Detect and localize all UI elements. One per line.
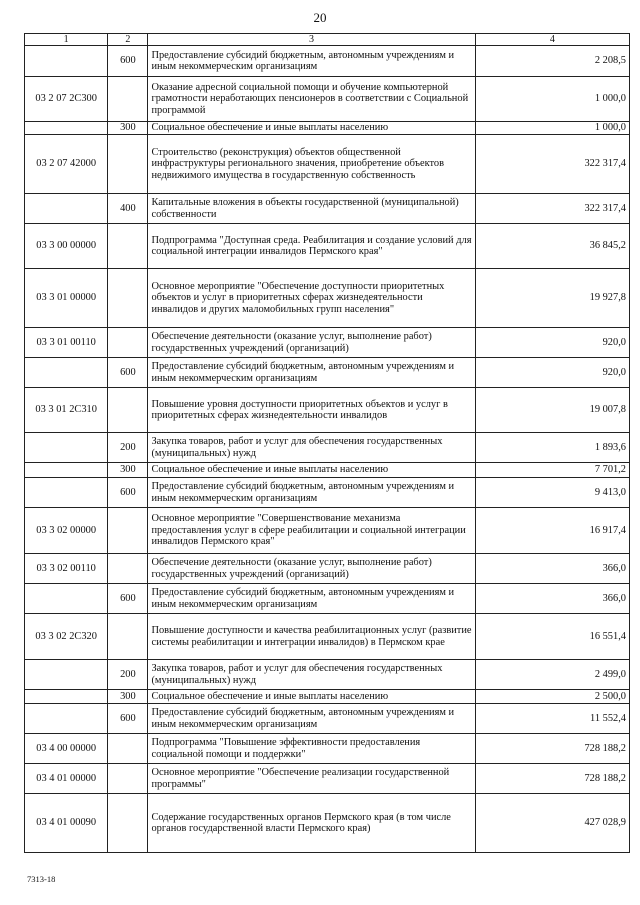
row-expense-type	[108, 77, 148, 122]
row-code: 03 4 01 00000	[25, 764, 108, 794]
row-code	[25, 46, 108, 77]
table-row	[25, 388, 630, 433]
row-expense-type	[108, 554, 148, 584]
row-expense-type: 300	[108, 463, 148, 478]
row-expense-type: 200	[108, 660, 148, 690]
row-name: Закупка товаров, работ и услуг для обеспечения государственных (муниципальных) нужд	[148, 433, 475, 463]
table-row	[25, 614, 630, 660]
row-amount: 920,0	[475, 328, 629, 358]
row-name: Повышение уровня доступности приоритетных объектов и услуг в приоритетных сферах жизнедеятельности инвалидов	[148, 388, 475, 433]
row-code	[25, 478, 108, 508]
row-name: Социальное обеспечение и иные выплаты населению	[148, 463, 475, 478]
row-name: Основное мероприятие "Совершенствование механизма предоставления услуг в сфере реабилитации и социальной интеграции инвалидов Пермского края"	[148, 508, 475, 554]
row-name: Предоставление субсидий бюджетным, автономным учреждениям и иным некоммерческим организациям	[148, 478, 475, 508]
row-expense-type	[108, 794, 148, 853]
table-row	[25, 554, 630, 584]
row-name: Содержание государственных органов Пермского края (в том числе органов государственной власти Пермского края)	[148, 794, 475, 853]
row-amount: 427 028,9	[475, 794, 629, 853]
row-name: Социальное обеспечение и иные выплаты населению	[148, 122, 475, 135]
table-row	[25, 794, 630, 853]
row-name: Предоставление субсидий бюджетным, автономным учреждениям и иным некоммерческим организациям	[148, 704, 475, 734]
table-row	[25, 478, 630, 508]
row-amount: 1 000,0	[475, 77, 629, 122]
row-amount: 16 551,4	[475, 614, 629, 660]
row-code: 03 2 07 2С300	[25, 77, 108, 122]
row-expense-type	[108, 328, 148, 358]
row-name: Предоставление субсидий бюджетным, автономным учреждениям и иным некоммерческим организациям	[148, 584, 475, 614]
column-header-2: 2	[108, 34, 148, 46]
table-row	[25, 194, 630, 224]
row-code: 03 2 07 42000	[25, 135, 108, 194]
table-row	[25, 328, 630, 358]
row-expense-type	[108, 224, 148, 269]
row-expense-type	[108, 508, 148, 554]
row-amount: 19 007,8	[475, 388, 629, 433]
row-expense-type	[108, 734, 148, 764]
row-code: 03 3 00 00000	[25, 224, 108, 269]
table-row	[25, 584, 630, 614]
row-name: Социальное обеспечение и иные выплаты населению	[148, 690, 475, 704]
row-code	[25, 194, 108, 224]
row-amount: 2 208,5	[475, 46, 629, 77]
column-header-4: 4	[475, 34, 629, 46]
table-row	[25, 135, 630, 194]
row-code	[25, 660, 108, 690]
row-amount: 11 552,4	[475, 704, 629, 734]
column-header-1: 1	[25, 34, 108, 46]
row-expense-type: 200	[108, 433, 148, 463]
row-expense-type	[108, 764, 148, 794]
row-code: 03 4 00 00000	[25, 734, 108, 764]
table-row	[25, 46, 630, 77]
row-code: 03 3 02 2С320	[25, 614, 108, 660]
row-code: 03 3 02 00000	[25, 508, 108, 554]
row-expense-type: 600	[108, 358, 148, 388]
row-name: Капитальные вложения в объекты государственной (муниципальной) собственности	[148, 194, 475, 224]
row-amount: 366,0	[475, 584, 629, 614]
row-code	[25, 690, 108, 704]
table-row	[25, 269, 630, 328]
row-expense-type	[108, 614, 148, 660]
row-code: 03 3 01 00110	[25, 328, 108, 358]
row-name: Предоставление субсидий бюджетным, автономным учреждениям и иным некоммерческим организациям	[148, 46, 475, 77]
row-expense-type: 400	[108, 194, 148, 224]
row-amount: 9 413,0	[475, 478, 629, 508]
row-expense-type: 300	[108, 122, 148, 135]
table-body	[25, 46, 630, 853]
row-amount: 2 500,0	[475, 690, 629, 704]
table-row	[25, 77, 630, 122]
row-code	[25, 704, 108, 734]
row-amount: 1 893,6	[475, 433, 629, 463]
row-amount: 322 317,4	[475, 135, 629, 194]
row-code: 03 3 01 00000	[25, 269, 108, 328]
table-row	[25, 122, 630, 135]
row-code	[25, 358, 108, 388]
row-name: Оказание адресной социальной помощи и обучение компьютерной грамотности неработающих пенсионеров в соответствии с Социальной программой	[148, 77, 475, 122]
budget-table	[24, 33, 630, 853]
row-name: Строительство (реконструкция) объектов общественной инфраструктуры регионального значения, приобретение объектов недвижимого имущества в государственную собственность	[148, 135, 475, 194]
row-name: Повышение доступности и качества реабилитационных услуг (развитие системы реабилитации и интеграции инвалидов) в Пермском крае	[148, 614, 475, 660]
table-row	[25, 433, 630, 463]
row-name: Основное мероприятие "Обеспечение реализации государственной программы"	[148, 764, 475, 794]
table-row	[25, 660, 630, 690]
row-name: Обеспечение деятельности (оказание услуг, выполнение работ) государственных учреждений (организаций)	[148, 328, 475, 358]
row-amount: 322 317,4	[475, 194, 629, 224]
row-code	[25, 584, 108, 614]
table-row	[25, 358, 630, 388]
row-code	[25, 463, 108, 478]
table-row	[25, 224, 630, 269]
row-code: 03 4 01 00090	[25, 794, 108, 853]
document-footer-code: 7313-18	[27, 874, 56, 884]
table-header-row	[25, 34, 630, 46]
row-name: Закупка товаров, работ и услуг для обеспечения государственных (муниципальных) нужд	[148, 660, 475, 690]
row-code: 03 3 02 00110	[25, 554, 108, 584]
row-expense-type: 600	[108, 46, 148, 77]
row-name: Основное мероприятие "Обеспечение доступности приоритетных объектов и услуг в приоритетных сферах жизнедеятельности инвалидов и других маломобильных групп населения"	[148, 269, 475, 328]
row-amount: 16 917,4	[475, 508, 629, 554]
row-amount: 7 701,2	[475, 463, 629, 478]
row-expense-type: 600	[108, 478, 148, 508]
row-amount: 2 499,0	[475, 660, 629, 690]
row-expense-type	[108, 269, 148, 328]
row-amount: 920,0	[475, 358, 629, 388]
row-name: Обеспечение деятельности (оказание услуг, выполнение работ) государственных учреждений (организаций)	[148, 554, 475, 584]
row-amount: 36 845,2	[475, 224, 629, 269]
page-number: 20	[313, 10, 327, 25]
row-amount: 366,0	[475, 554, 629, 584]
row-name: Подпрограмма "Повышение эффективности предоставления социальной помощи и поддержки"	[148, 734, 475, 764]
row-expense-type: 600	[108, 704, 148, 734]
table-row	[25, 764, 630, 794]
row-amount: 728 188,2	[475, 764, 629, 794]
row-code	[25, 122, 108, 135]
row-expense-type: 300	[108, 690, 148, 704]
row-amount: 728 188,2	[475, 734, 629, 764]
table-row	[25, 704, 630, 734]
row-expense-type: 600	[108, 584, 148, 614]
table-row	[25, 508, 630, 554]
table-row	[25, 463, 630, 478]
row-code	[25, 433, 108, 463]
column-header-3: 3	[148, 34, 475, 46]
row-expense-type	[108, 135, 148, 194]
row-expense-type	[108, 388, 148, 433]
table-row	[25, 690, 630, 704]
row-amount: 19 927,8	[475, 269, 629, 328]
row-code: 03 3 01 2С310	[25, 388, 108, 433]
row-name: Предоставление субсидий бюджетным, автономным учреждениям и иным некоммерческим организациям	[148, 358, 475, 388]
table-row	[25, 734, 630, 764]
row-name: Подпрограмма "Доступная среда. Реабилитация и создание условий для социальной интеграции инвалидов Пермского края"	[148, 224, 475, 269]
row-amount: 1 000,0	[475, 122, 629, 135]
